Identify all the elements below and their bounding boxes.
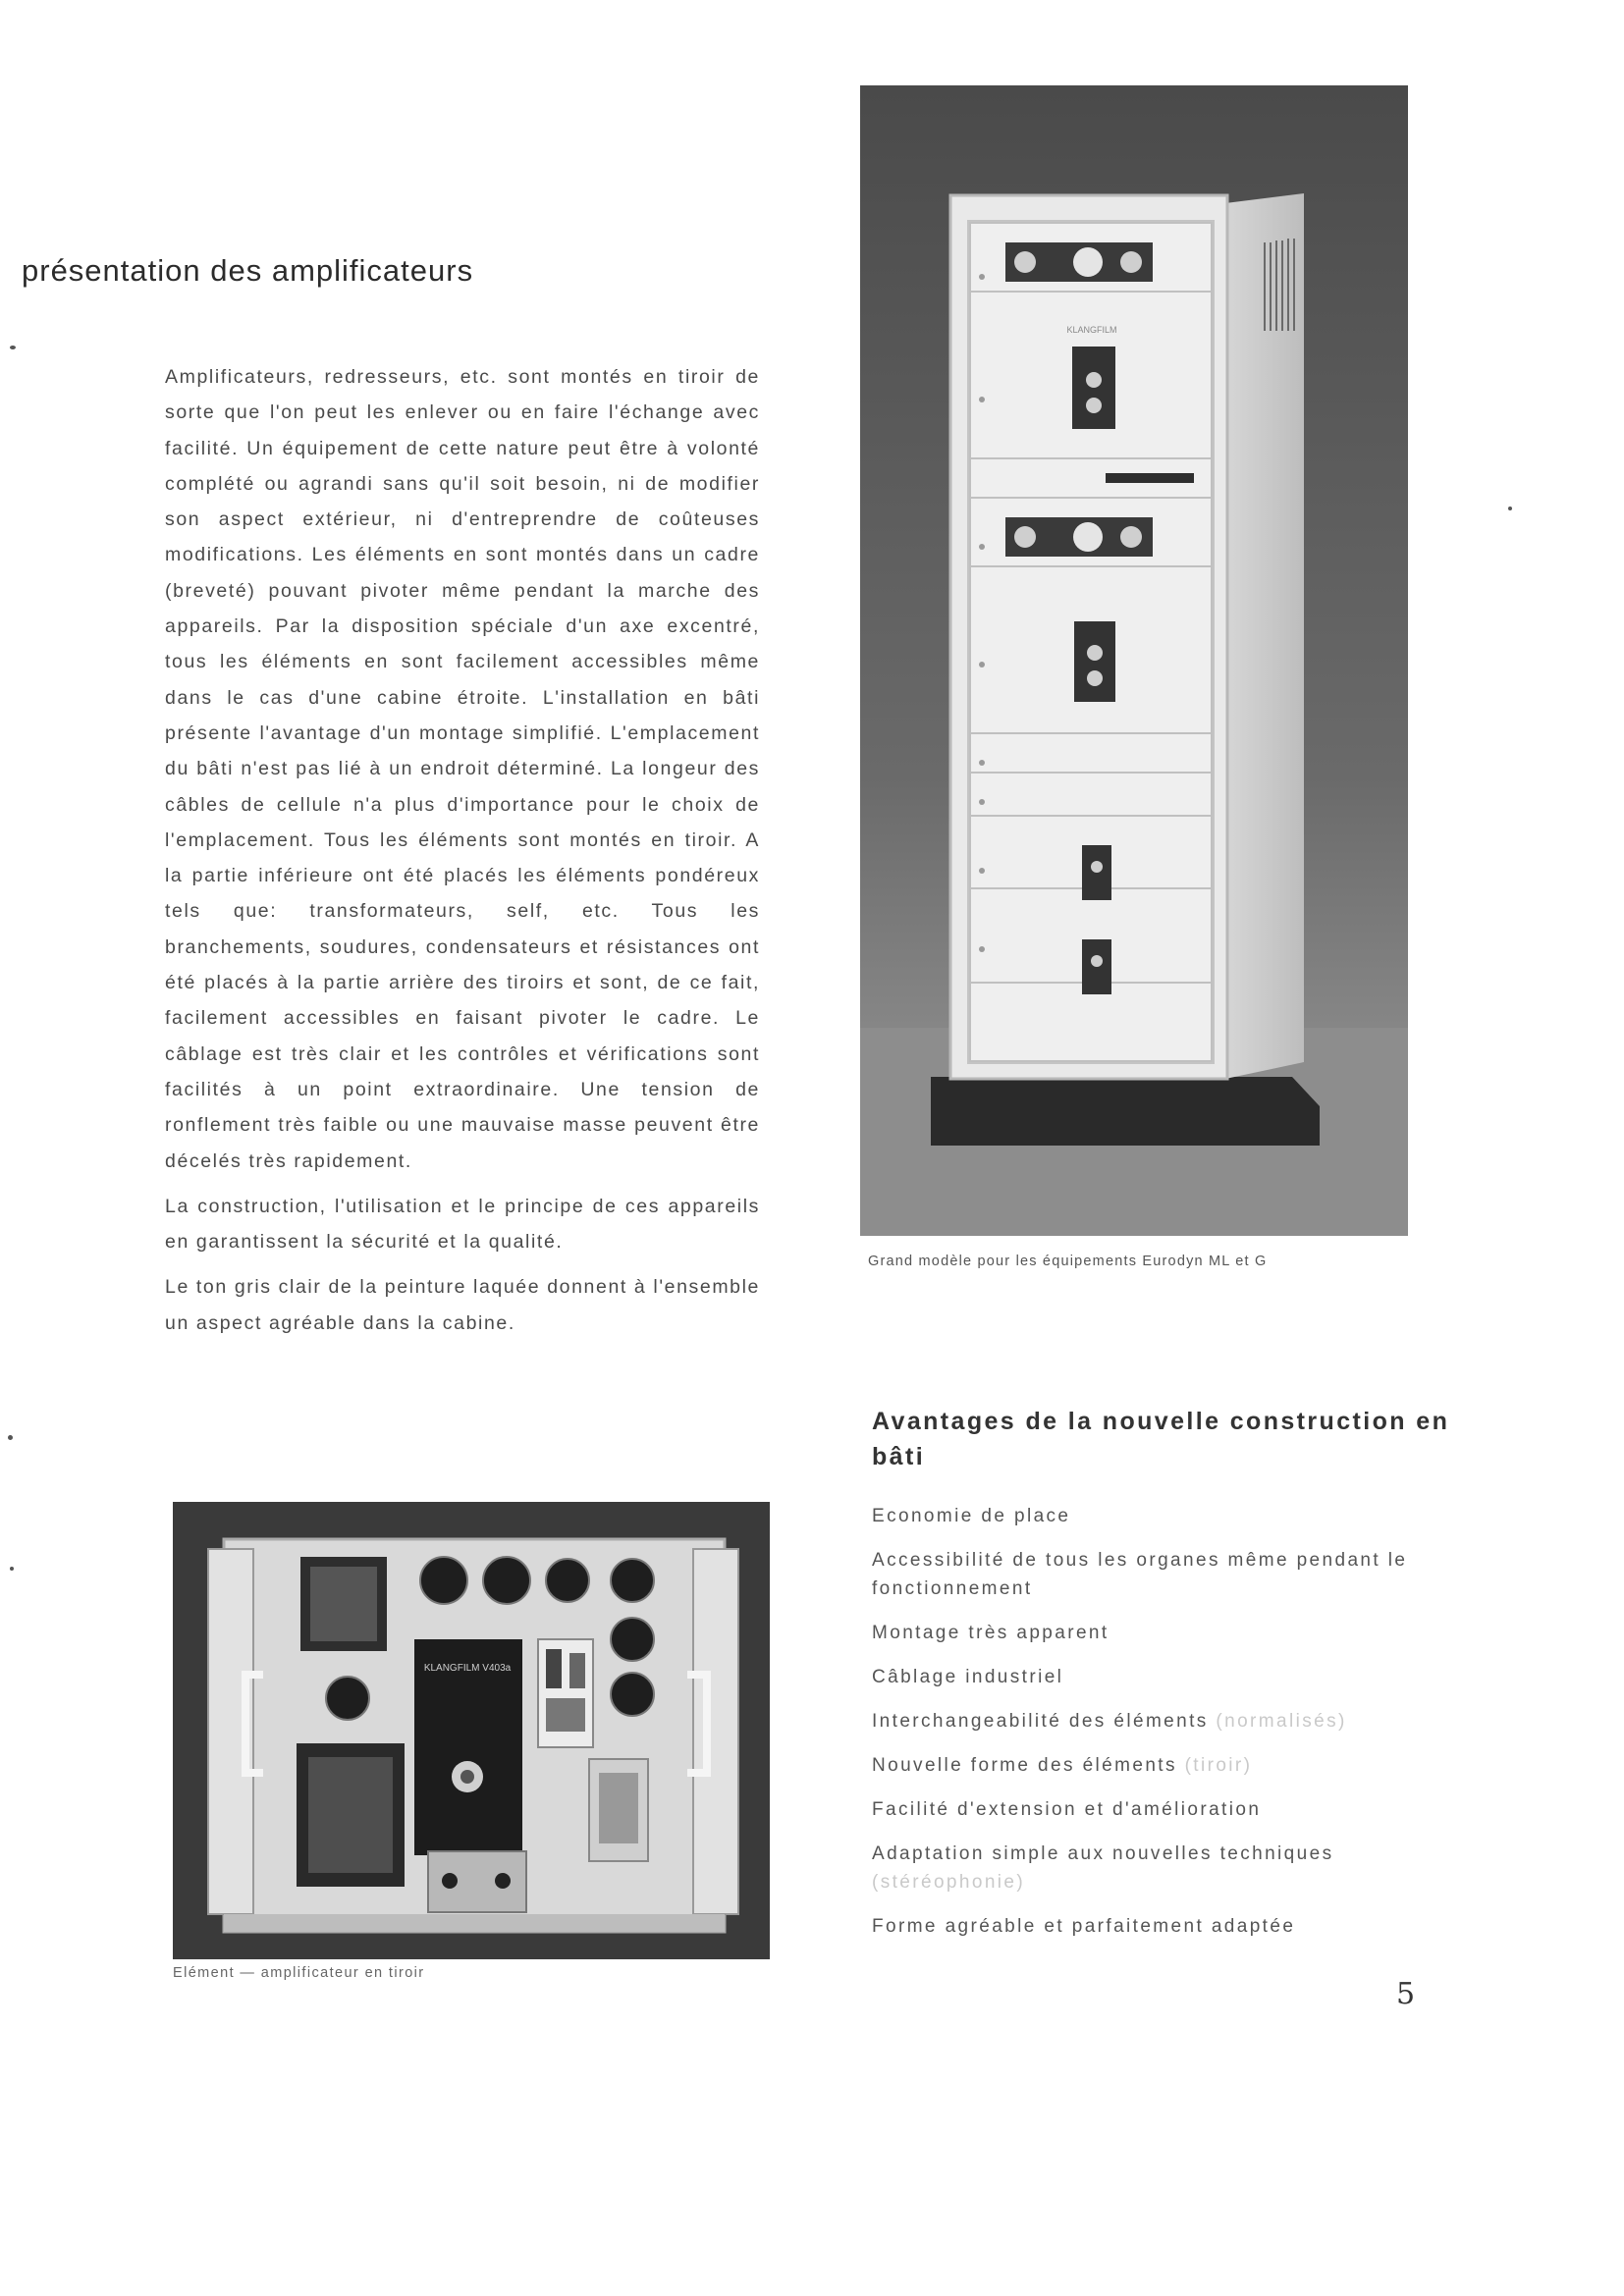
cabinet-caption: Grand modèle pour les équipements Eurodyn ML et G [868, 1254, 1268, 1269]
advantages-list [872, 1502, 1432, 1956]
cabinet-label: KLANGFILM [1066, 325, 1117, 335]
list-item-note: (stéréophonie) [872, 1872, 1026, 1893]
list-item-note: (tiroir) [1184, 1755, 1253, 1776]
scan-speck [10, 1567, 14, 1571]
list-item: Interchangeabilité des éléments (normalisés) [872, 1711, 1347, 1732]
section-title: présentation des amplificateurs [22, 253, 474, 288]
list-item-note: (normalisés) [1216, 1711, 1347, 1732]
scan-speck [10, 346, 16, 349]
body-paragraph: Le ton gris clair de la peinture laquée donnent à l'ensemble un aspect agréable dans la cabine. [165, 1276, 760, 1334]
page-number: 5 [1396, 1977, 1416, 2011]
list-item: Accessibilité de tous les organes même pendant le fonctionnement [872, 1550, 1408, 1599]
amplifier-label: KLANGFILM V403a [423, 1663, 512, 1674]
list-item: Economie de place [872, 1506, 1071, 1526]
body-text [165, 359, 760, 1351]
body-paragraph: Amplificateurs, redresseurs, etc. sont montés en tiroir de sorte que l'on peut les enlever ou en faire l'échange avec facilité. Un équipement de cette nature peut être à volonté complété ou agrandi sans qu'il soit besoin, ni de modifier son aspect extérieur, ni d'entreprendre de coûteuses modifications. Les éléments en sont montés dans un cadre (breveté) pouvant pivoter même pendant la marche des appareils. Par la disposition spéciale d'un axe excentré, tous les éléments en sont facilement accessibles même dans le cas d'une cabine étroite. L'installation en bâti présente l'avantage d'un montage simplifié. L'emplacement du bâti n'est pas lié à un endroit déterminé. La longeur des câbles de cellule n'a plus d'importance pour le choix de l'emplacement. Tous les éléments sont montés en tiroir. A la partie inférieure ont été placés les éléments pondéreux tels que: transformateurs, self, etc. Tous les branchements, soudures, condensateurs et résistances ont été placés à la partie arrière des tiroirs et sont, de ce fait, facilement accessibles en faisant pivoter le cadre. Le câblage est très clair et les contrôles et vérifications sont facilités à un point extraordinaire. Une tension de ronflement très faible ou une mauvaise masse peuvent être décelés très rapidement. [165, 366, 760, 1172]
amplifier-caption: Elément — amplificateur en tiroir [173, 1965, 425, 1981]
list-item: Câblage industriel [872, 1667, 1064, 1687]
cabinet-photo [860, 85, 1408, 1236]
list-item: Forme agréable et parfaitement adaptée [872, 1916, 1296, 1937]
list-item: Facilité d'extension et d'amélioration [872, 1799, 1262, 1820]
amplifier-photo [173, 1502, 770, 1959]
advantages-title: Avantages de la nouvelle construction en bâti [872, 1408, 1450, 1470]
scan-speck [8, 1435, 13, 1440]
list-item: Adaptation simple aux nouvelles techniques (stéréophonie) [872, 1843, 1334, 1893]
list-item: Montage très apparent [872, 1623, 1110, 1643]
list-item: Nouvelle forme des éléments (tiroir) [872, 1755, 1253, 1776]
body-paragraph: La construction, l'utilisation et le principe de ces appareils en garantissent la sécurité et la qualité. [165, 1195, 760, 1254]
scan-speck [1508, 507, 1512, 510]
